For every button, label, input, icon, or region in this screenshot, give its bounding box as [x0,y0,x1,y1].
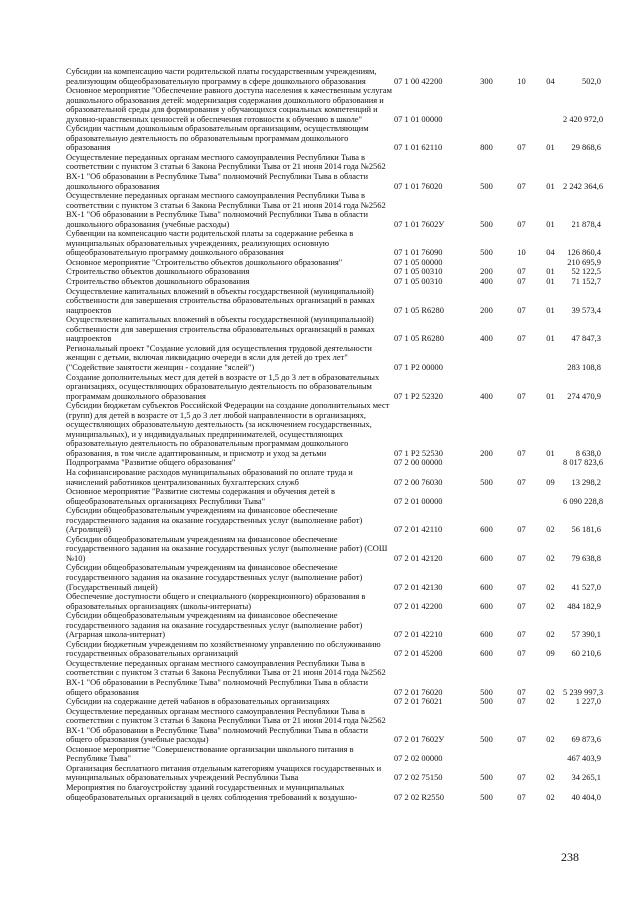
table-row [66,124,601,153]
section-code: 10 [517,247,526,258]
target-article-code: 07 2 01 7602У [394,734,445,745]
table-row [66,764,601,783]
expense-type-code: 500 [480,696,493,707]
expense-name: Субсидии на содержание детей чабанов в образовательных организациях [66,696,330,707]
target-article-code: 07 2 01 45200 [394,648,443,659]
expense-name: Основное мероприятие "Совершенствование организации школьного питания в Республике Тыва" [66,743,354,764]
table-row [66,468,601,487]
subsection-code: 04 [546,75,555,86]
expense-type-code: 600 [480,629,493,640]
expense-type-code [468,458,505,468]
subsection-code [538,487,563,506]
subsection-code: 01 [546,142,555,153]
section-code [505,487,538,506]
table-row [66,229,601,258]
subsection-code: 04 [546,247,555,258]
subsection-code: 02 [546,600,555,611]
section-code: 07 [517,218,526,229]
section-code: 07 [517,629,526,640]
expense-type-code: 500 [480,476,493,487]
expense-type-code: 400 [480,276,493,287]
expense-type-code: 600 [480,648,493,659]
section-code: 07 [517,600,526,611]
subsection-code [538,458,563,468]
target-article-code: 07 2 02 00000 [394,753,443,764]
section-code: 07 [517,333,526,344]
section-code: 07 [517,180,526,191]
expense-name: Осуществление капитальных вложений в объекты государственной (муниципальной) собственности для завершения строительства образовательных организаций в рамках нацпроектов [66,314,375,344]
expense-name: Строительство объектов дошкольного образования [66,276,250,287]
subsection-code [538,86,563,124]
target-article-code: 07 1 05 00310 [394,276,443,287]
amount: 60 210,6 [571,648,601,659]
table-row [66,707,601,745]
expense-name: Основное мероприятие "Развитие системы содержания и обучения детей в общеобразовательных организациях Республики Тыва" [66,486,335,506]
amount: 47 847,3 [571,333,601,344]
target-article-code: 07 2 01 42110 [394,524,443,535]
expense-type-code: 800 [480,142,493,153]
subsection-code: 02 [546,791,555,802]
table-row [66,506,601,535]
section-code [505,745,538,764]
amount: 13 298,2 [571,476,601,487]
section-code: 07 [517,552,526,563]
table-row [66,535,601,564]
target-article-code: 07 1 01 76090 [394,247,443,258]
subsection-code: 02 [546,772,555,783]
amount: 71 152,7 [571,276,601,287]
subsection-code: 01 [546,390,555,401]
subsection-code: 01 [546,333,555,344]
subsection-code: 01 [546,276,555,287]
table-row [66,640,601,659]
subsection-code: 02 [546,552,555,563]
expense-name: Осуществление переданных органам местного самоуправления Республики Тыва в соответствии с пунктом 3 статьи 6 Закона Республики Тыва от 21 июня 2014 года №2562 ВХ-1 "Об образовании в Республике Тыва" полномочий Республики Тыва в области общего образования [66,657,386,697]
table-row [66,592,601,611]
expense-type-code: 600 [480,524,493,535]
section-code: 10 [517,75,526,86]
amount: 2 242 364,6 [563,180,604,191]
table-row [66,86,601,124]
section-code: 07 [517,734,526,745]
table-row [66,783,601,802]
subsection-code: 02 [546,581,555,592]
expense-name: Субсидии бюджетам субъектов Российской Федерации на создание дополнительных мест (групп) для детей в возрасте от 1,5 до 3 лет любой направленности в организациях, осуществляющих образовательную деятельность (за исключением государственных, муниципальных), и у индивидуальных предпринимателей, осуществляющих образовательную деятельность по образовательным программам дошкольного образования, в том числе адаптированным, и присмотр и уход за детьми [66,400,390,458]
expense-name: Субсидии частным дошкольным образовательным организациям, осуществляющим образовательную деятельность по образовательным программам дошкольного образования [66,123,369,153]
target-article-code: 07 1 05 00310 [394,266,443,277]
amount: 467 403,9 [567,753,601,764]
table-row [66,191,601,229]
expense-name: Субвенции на компенсацию части родительской платы за содержание ребенка в муниципальных образовательных учреждениях, реализующих основную общеобразовательную программу дошкольного образования [66,228,354,258]
target-article-code: 07 1 05 R6280 [394,304,444,315]
subsection-code [538,344,563,373]
target-article-code: 07 2 01 00000 [394,495,443,506]
subsection-code: 01 [546,304,555,315]
target-article-code: 07 2 01 42130 [394,581,443,592]
section-code: 07 [517,266,526,277]
expense-type-code: 600 [480,600,493,611]
subsection-code: 02 [546,629,555,640]
target-article-code: 07 2 00 00000 [394,457,443,468]
target-article-code: 07 2 02 R2550 [394,791,444,802]
amount: 57 390,1 [571,629,601,640]
amount: 502,0 [582,75,601,86]
amount: 126 860,4 [567,247,601,258]
expense-name: Субсидии общеобразовательным учреждениям на финансовое обеспечение государственного задания на оказание государственных услуг (выполнение работ) (Аграрная школа-интернат) [66,610,363,640]
expense-type-code: 500 [480,734,493,745]
amount: 56 181,6 [571,524,601,535]
expense-name: Создание дополнительных мест для детей в возрасте от 1,5 до 3 лет в образовательных организациях, осуществляющих образовательную деятельность по образовательным программам дошкольного образования [66,371,380,401]
section-code: 07 [517,447,526,458]
subsection-code: 02 [546,686,555,697]
target-article-code: 07 1 01 7602У [394,218,445,229]
amount: 210 695,9 [567,256,601,267]
section-code [505,458,538,468]
expense-type-code [468,745,505,764]
expense-type-code: 400 [480,390,493,401]
subsection-code: 02 [546,734,555,745]
amount: 484 182,9 [567,600,601,611]
expense-type-code: 500 [480,772,493,783]
expense-type-code: 600 [480,552,493,563]
subsection-code: 02 [546,696,555,707]
target-article-code: 07 2 02 75150 [394,772,443,783]
section-code: 07 [517,524,526,535]
section-code: 07 [517,476,526,487]
target-article-code: 07 2 01 42200 [394,600,443,611]
expense-type-code: 200 [480,447,493,458]
section-code: 07 [517,581,526,592]
amount: 79 638,8 [571,552,601,563]
target-article-code: 07 1 01 62110 [394,142,443,153]
amount: 274 470,9 [567,390,601,401]
subsection-code: 01 [546,218,555,229]
amount: 1 227,0 [575,696,601,707]
subsection-code: 02 [546,524,555,535]
section-code [505,344,538,373]
subsection-code: 01 [546,180,555,191]
section-code: 07 [517,276,526,287]
amount: 283 108,8 [567,361,601,372]
section-code: 07 [517,791,526,802]
expense-name: Подпрограмма "Развитие общего образования" [66,457,236,468]
target-article-code: 07 1 P2 52530 [394,447,443,458]
table-row [66,287,601,316]
expense-type-code: 200 [480,304,493,315]
table-row [66,67,601,86]
table-row [66,659,601,697]
table-row [66,745,601,764]
budget-table-body [66,66,604,802]
expense-name: Субсидии общеобразовательным учреждениям на финансовое обеспечение государственного задания на оказание государственных услуг (выполнение работ) (Агролицей) [66,505,363,535]
table-row [66,315,601,344]
target-article-code: 07 1 01 76020 [394,180,443,191]
table-row [66,373,601,402]
section-code: 07 [517,304,526,315]
expense-name: Осуществление переданных органам местного самоуправления Республики Тыва в соответствии с пунктом 3 статьи 6 Закона Республики Тыва от 21 июня 2014 года №2562 ВХ-1 "Об образовании в Республике Тыва" полномочий Республики Тыва в области дошкольного образования (учебные расходы) [66,190,386,229]
target-article-code: 07 1 01 00000 [394,113,443,124]
expense-name: Основное мероприятие "Обеспечение равного доступа населения к качественным услугам дошкольного образования детей: модернизация содержания дошкольного образования и образовательной среды для формирования у обучающихся социальных компетенций и духовно-нравственных ценностей и обеспечения готовности к обучению в школе" [66,85,393,124]
expense-type-code: 400 [480,333,493,344]
expense-type-code: 500 [480,686,493,697]
section-code: 07 [517,772,526,783]
amount: 2 420 972,0 [563,113,604,124]
expense-type-code [468,344,505,373]
subsection-code: 01 [546,447,555,458]
expense-name: Мероприятия по благоустройству зданий государственных и муниципальных общеобразовательных организаций в целях соблюдения требований к воздушно- [66,782,358,802]
amount: 34 265,1 [571,772,601,783]
expense-type-code: 500 [480,180,493,191]
expense-type-code [468,86,505,124]
amount: 8 017 823,6 [563,457,604,468]
table-row [66,487,601,506]
table-row [66,611,601,640]
page-number: 238 [561,850,579,864]
expense-name: Субсидии общеобразовательным учреждениям на финансовое обеспечение государственного задания на оказание государственных услуг (выполнение работ) (СОШ №10) [66,533,388,563]
section-code: 07 [517,142,526,153]
expense-type-code: 200 [480,266,493,277]
table-row [66,401,601,458]
expense-type-code: 500 [480,791,493,802]
expense-type-code: 600 [480,581,493,592]
expense-name: На софинансирование расходов муниципальных образований по оплате труда и начислений работников централизованных бухгалтерских служб [66,466,353,487]
target-article-code: 07 1 00 42200 [394,75,443,86]
subsection-code: 09 [546,648,555,659]
expense-name: Строительство объектов дошкольного образования [66,266,250,277]
table-row [66,153,601,191]
target-article-code: 07 1 P2 52320 [394,390,443,401]
amount: 41 527,0 [571,581,601,592]
amount: 52 122,5 [571,266,601,277]
expense-name: Осуществление капитальных вложений в объекты государственной (муниципальной) собственности для завершения строительства образовательных организаций в рамках нацпроектов [66,285,375,315]
target-article-code: 07 2 01 42120 [394,552,443,563]
subsection-code [538,745,563,764]
target-article-code: 07 2 01 76021 [394,696,443,707]
amount: 39 573,4 [571,304,601,315]
amount: 69 873,6 [571,734,601,745]
section-code: 07 [517,686,526,697]
expense-name: Субсидии бюджетным учреждениям по хозяйственному управлению по обслуживанию государственных образовательных организаций [66,638,381,659]
section-code: 07 [517,696,526,707]
amount: 6 090 228,8 [563,495,604,506]
target-article-code: 07 1 05 00000 [394,256,443,267]
amount: 5 239 997,3 [563,686,604,697]
expense-type-code: 500 [480,218,493,229]
expense-type-code [468,487,505,506]
table-row [66,344,601,373]
section-code: 07 [517,648,526,659]
amount: 29 868,6 [571,142,601,153]
expense-name: Обеспечение доступности общего и специального (коррекционного) образования в образовательных организациях (школы-интернаты) [66,591,366,611]
table-row [66,563,601,592]
amount: 40 404,0 [571,791,601,802]
target-article-code: 07 2 01 42210 [394,629,443,640]
expense-name: Основное мероприятие "Строительство объектов дошкольного образования" [66,256,343,267]
target-article-code: 07 2 00 76030 [394,476,443,487]
expense-name: Осуществление переданных органам местного самоуправления Республики Тыва в соответствии с пунктом 3 статьи 6 Закона Республики Тыва от 21 июня 2014 года №2562 ВХ-1 "Об образовании в Республике Тыва" полномочий Республики Тыва в области дошкольного образования [66,151,386,191]
section-code: 07 [517,390,526,401]
section-code [505,86,538,124]
amount: 8 638,0 [575,447,601,458]
target-article-code: 07 2 01 76020 [394,686,443,697]
expense-name: Организация бесплатного питания отдельным категориям учащихся государственных и муниципальных образовательных учреждений Республики Тыва [66,762,382,783]
subsection-code: 09 [546,476,555,487]
subsection-code: 01 [546,266,555,277]
budget-table [66,66,604,802]
expense-type-code: 500 [480,247,493,258]
expense-name: Региональный проект "Создание условий для осуществления трудовой деятельности женщин с детьми, включая ликвидацию очереди в ясли для детей до трех лет" ("Содействие занятости женщин - создание "яслей") [66,342,372,372]
target-article-code: 07 1 05 R6280 [394,333,444,344]
expense-name: Субсидии общеобразовательным учреждениям на финансовое обеспечение государственного задания на оказание государственных услуг (выполнение работ) (Государственный лицей) [66,562,363,592]
amount: 21 878,4 [571,218,601,229]
expense-name: Субсидии на компенсацию части родительской платы государственным учреждениям, реализующим общеобразовательную программу в сфере дошкольного образования [66,66,377,86]
expense-type-code: 300 [480,75,493,86]
expense-name: Осуществление переданных органам местного самоуправления Республики Тыва в соответствии с пунктом 3 статьи 6 Закона Республики Тыва от 21 июня 2014 года №2562 ВХ-1 "Об образовании в Республике Тыва" полномочий Республики Тыва в области общего образования (учебные расходы) [66,705,386,745]
target-article-code: 07 1 P2 00000 [394,361,443,372]
